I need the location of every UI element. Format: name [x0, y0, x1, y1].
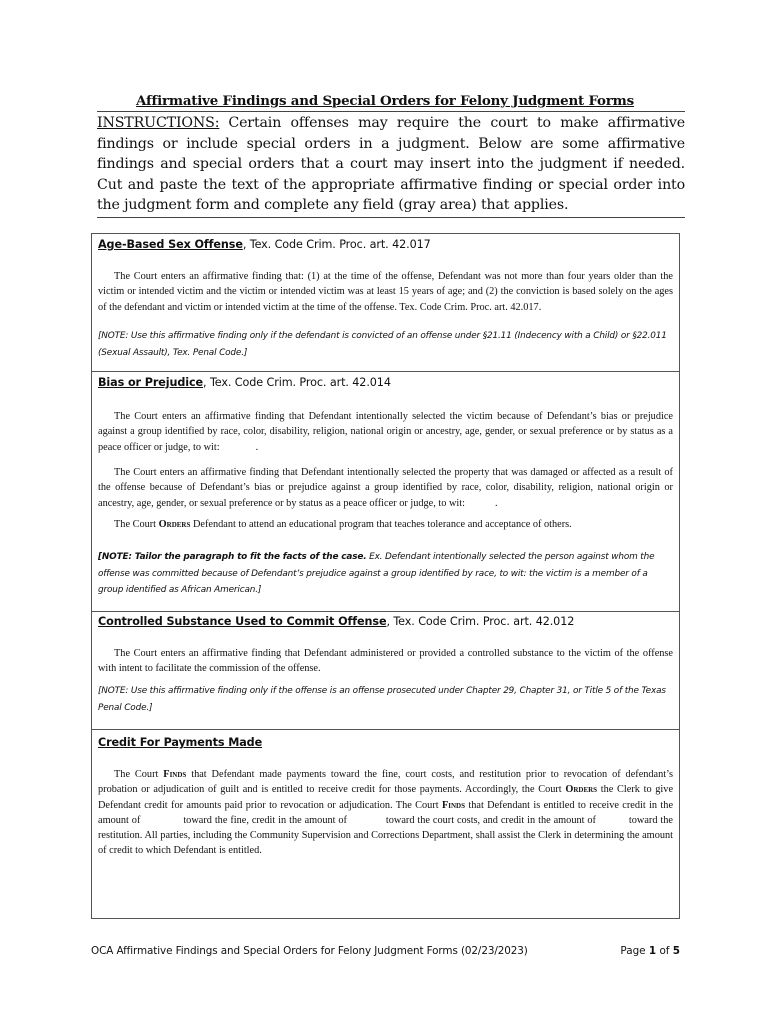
usage-note: [NOTE: Use this affirmative finding only if the defendant is convicted of an offense under §21.11 (Indecency with a Child) or §22.011 (Sexual Assault), Tex. Penal Code.]	[98, 331, 667, 358]
section-citation: , Tex. Code Crim. Proc. art. 42.017	[242, 238, 431, 251]
usage-note: [NOTE: Tailor the paragraph to fit the facts of the case. Ex. Defendant intentionally selected the person against whom the offense was committed because of Defendant’s prejudice against a group identified by race, to wit: the victim is a member of a group identified as African American.]	[98, 552, 655, 595]
finding-paragraph: The Court enters an affirmative finding that Defendant administered or provided a controlled substance to the victim of the offense with intent to facilitate the commission of the offense.	[98, 648, 673, 675]
instructions-text: Certain offenses may require the court to make affirmative findings or include special orders in a judgment. Below are some affirmative findings and special orders that a court may insert into the judgment if needed. Cut and paste the text of the appropriate affirmative finding or special order into the judgment form and complete any field (gray area) that applies.	[97, 115, 685, 213]
footer-form-title: OCA Affirmative Findings and Special Orders for Felony Judgment Forms (02/23/2023)	[91, 945, 528, 957]
section-age-based-sex-offense	[92, 234, 679, 372]
finding-paragraph-property: The Court enters an affirmative finding that Defendant intentionally selected the property that was damaged or affected as a result of the offense because of Defendant’s bias or prejudice against a group identified by race, color, disability, religion, national origin or ancestry, age, gender, or sexual preference or by status as a peace officer or judge, to wit: .	[98, 467, 673, 509]
instructions-block	[97, 111, 685, 218]
order-paragraph: The Court Orders Defendant to attend an educational program that teaches tolerance and acceptance of others.	[114, 519, 572, 530]
section-name: Controlled Substance Used to Commit Offense	[98, 615, 387, 628]
section-citation: , Tex. Code Crim. Proc. art. 42.012	[386, 615, 575, 628]
section-citation: , Tex. Code Crim. Proc. art. 42.014	[203, 376, 391, 389]
finding-paragraph-victim: The Court enters an affirmative finding that Defendant intentionally selected the victim because of Defendant’s bias or prejudice against a group identified by race, color, disability, religion, national origin or ancestry, age, gender, or sexual preference or by status as a peace officer or judge, to wit: .	[98, 411, 673, 453]
finding-paragraph: The Court enters an affirmative finding that: (1) at the time of the offense, Defendant was not more than four years older than the victim or intended victim and the victim or intended victim was at least 15 years of age; and (2) the conviction is based solely on the ages of the defendant and victim or intended victim at the time of the offense. Tex. Code Crim. Proc. art. 42.017.	[98, 271, 673, 313]
document-title: Affirmative Findings and Special Orders for Felony Judgment Forms	[136, 93, 634, 109]
page-number: Page 1 of 5	[620, 945, 680, 957]
section-name: Age-Based Sex Offense	[98, 238, 243, 251]
findings-table	[91, 233, 680, 919]
section-heading	[98, 376, 391, 389]
instructions-label: INSTRUCTIONS:	[97, 115, 220, 131]
section-name: Bias or Prejudice	[98, 376, 204, 389]
finding-paragraph: The Court Finds that Defendant made payments toward the fine, court costs, and restitution prior to revocation of defendant’s probation or adjudication of guilt and is entitled to receive credit for those payments. Accordingly, the Court Orders the Clerk to give Defendant credit for amounts paid prior to revocation or adjudication. The Court Finds that Defendant is entitled to receive credit in the amount of toward the fine, credit in the amount of toward the court costs, and credit in the amount of toward the restitution. All parties, including the Community Supervision and Corrections Department, shall assist the Clerk in determining the amount of credit to which Defendant is entitled.	[98, 769, 674, 857]
section-bias-or-prejudice	[92, 371, 679, 612]
section-heading	[98, 615, 574, 628]
usage-note: [NOTE: Use this affirmative finding only if the offense is an offense prosecuted under Chapter 29, Chapter 31, or Title 5 of the Texas Penal Code.]	[98, 686, 666, 713]
section-name: Credit For Payments Made	[98, 736, 263, 749]
section-controlled-substance	[92, 611, 679, 730]
section-heading	[98, 238, 431, 251]
section-credit-for-payments	[92, 729, 679, 919]
section-heading	[98, 736, 262, 749]
